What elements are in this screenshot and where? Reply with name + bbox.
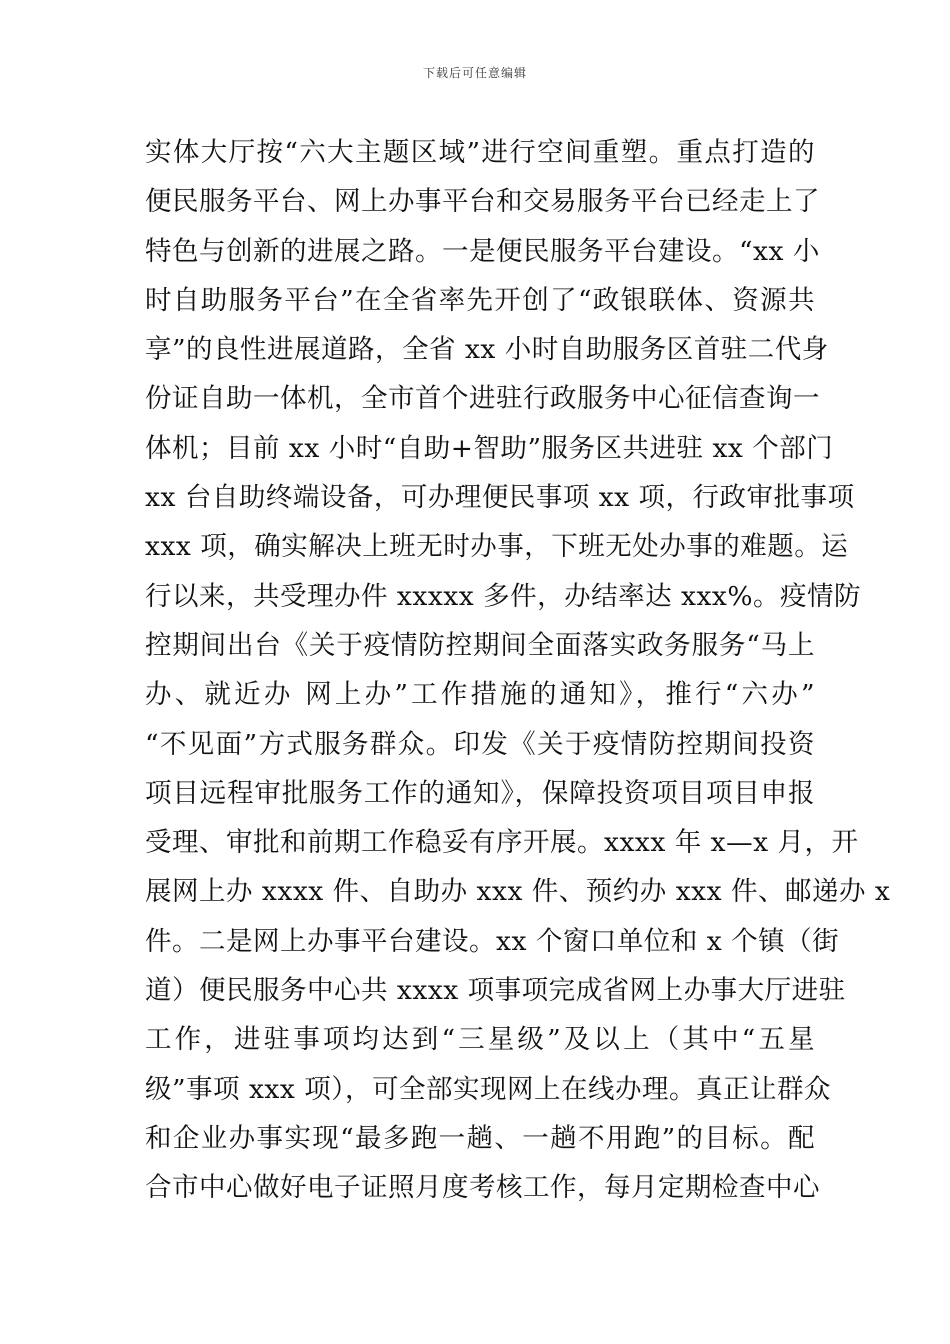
text-line: xxx 项，确实解决上班无时办事，下班无处办事的难题。运 <box>145 531 849 563</box>
text-line: 办、就近办 网上办”工作措施的通知》，推行“六办” <box>145 679 815 711</box>
text-line: 项目远程审批服务工作的通知》，保障投资项目项目申报 <box>145 777 815 809</box>
text-line: 特色与创新的进展之路。一是便民服务平台建设。“xx 小 <box>145 235 820 267</box>
text-line: 工作，进驻事项均达到“三星级”及以上（其中“五星 <box>145 1024 815 1056</box>
text-line: 和企业办事实现“最多跑一趟、一趟不用跑”的目标。配 <box>145 1122 815 1154</box>
text-line: 道）便民服务中心共 xxxx 项事项完成省网上办事大厅进驻 <box>145 975 846 1007</box>
text-line: xx 台自助终端设备，可办理便民事项 xx 项，行政审批事项 <box>145 482 855 514</box>
text-line: 行以来，共受理办件 xxxxx 多件，办结率达 xxx%。疫情防 <box>145 580 862 612</box>
text-line: 合市中心做好电子证照月度考核工作，每月定期检查中心 <box>145 1172 820 1204</box>
text-line: 件。二是网上办事平台建设。xx 个窗口单位和 x 个镇（街 <box>145 925 840 957</box>
text-line: “不见面”方式服务群众。印发《关于疫情防控期间投资 <box>145 728 815 760</box>
header-note: 下载后可任意编辑 <box>422 66 527 80</box>
text-line: 控期间出台《关于疫情防控期间全面落实政务服务“马上 <box>145 629 815 661</box>
text-line: 时自助服务平台”在全省率先开创了“政银联体、资源共 <box>145 284 815 316</box>
text-line: 级”事项 xxx 项），可全部实现网上在线办理。真正让群众 <box>145 1073 831 1105</box>
text-line: 体机；目前 xx 小时“自助+智助”服务区共进驻 xx 个部门 <box>145 432 834 464</box>
text-line: 实体大厅按“六大主题区域”进行空间重塑。重点打造的 <box>145 137 815 168</box>
text-line: 展网上办 xxxx 件、自助办 xxx 件、预约办 xxx 件、邮递办 x <box>145 876 891 908</box>
text-line: 份证自助一体机，全市首个进驻行政服务中心征信查询一 <box>145 383 820 415</box>
text-line: 便民服务平台、网上办事平台和交易服务平台已经走上了 <box>145 186 820 218</box>
text-line: 享”的良性进展道路，全省 xx 小时自助服务区首驻二代身 <box>145 334 829 366</box>
body-text <box>145 128 891 1213</box>
text-line: 受理、审批和前期工作稳妥有序开展。xxxx 年 x—x 月，开 <box>145 827 859 859</box>
